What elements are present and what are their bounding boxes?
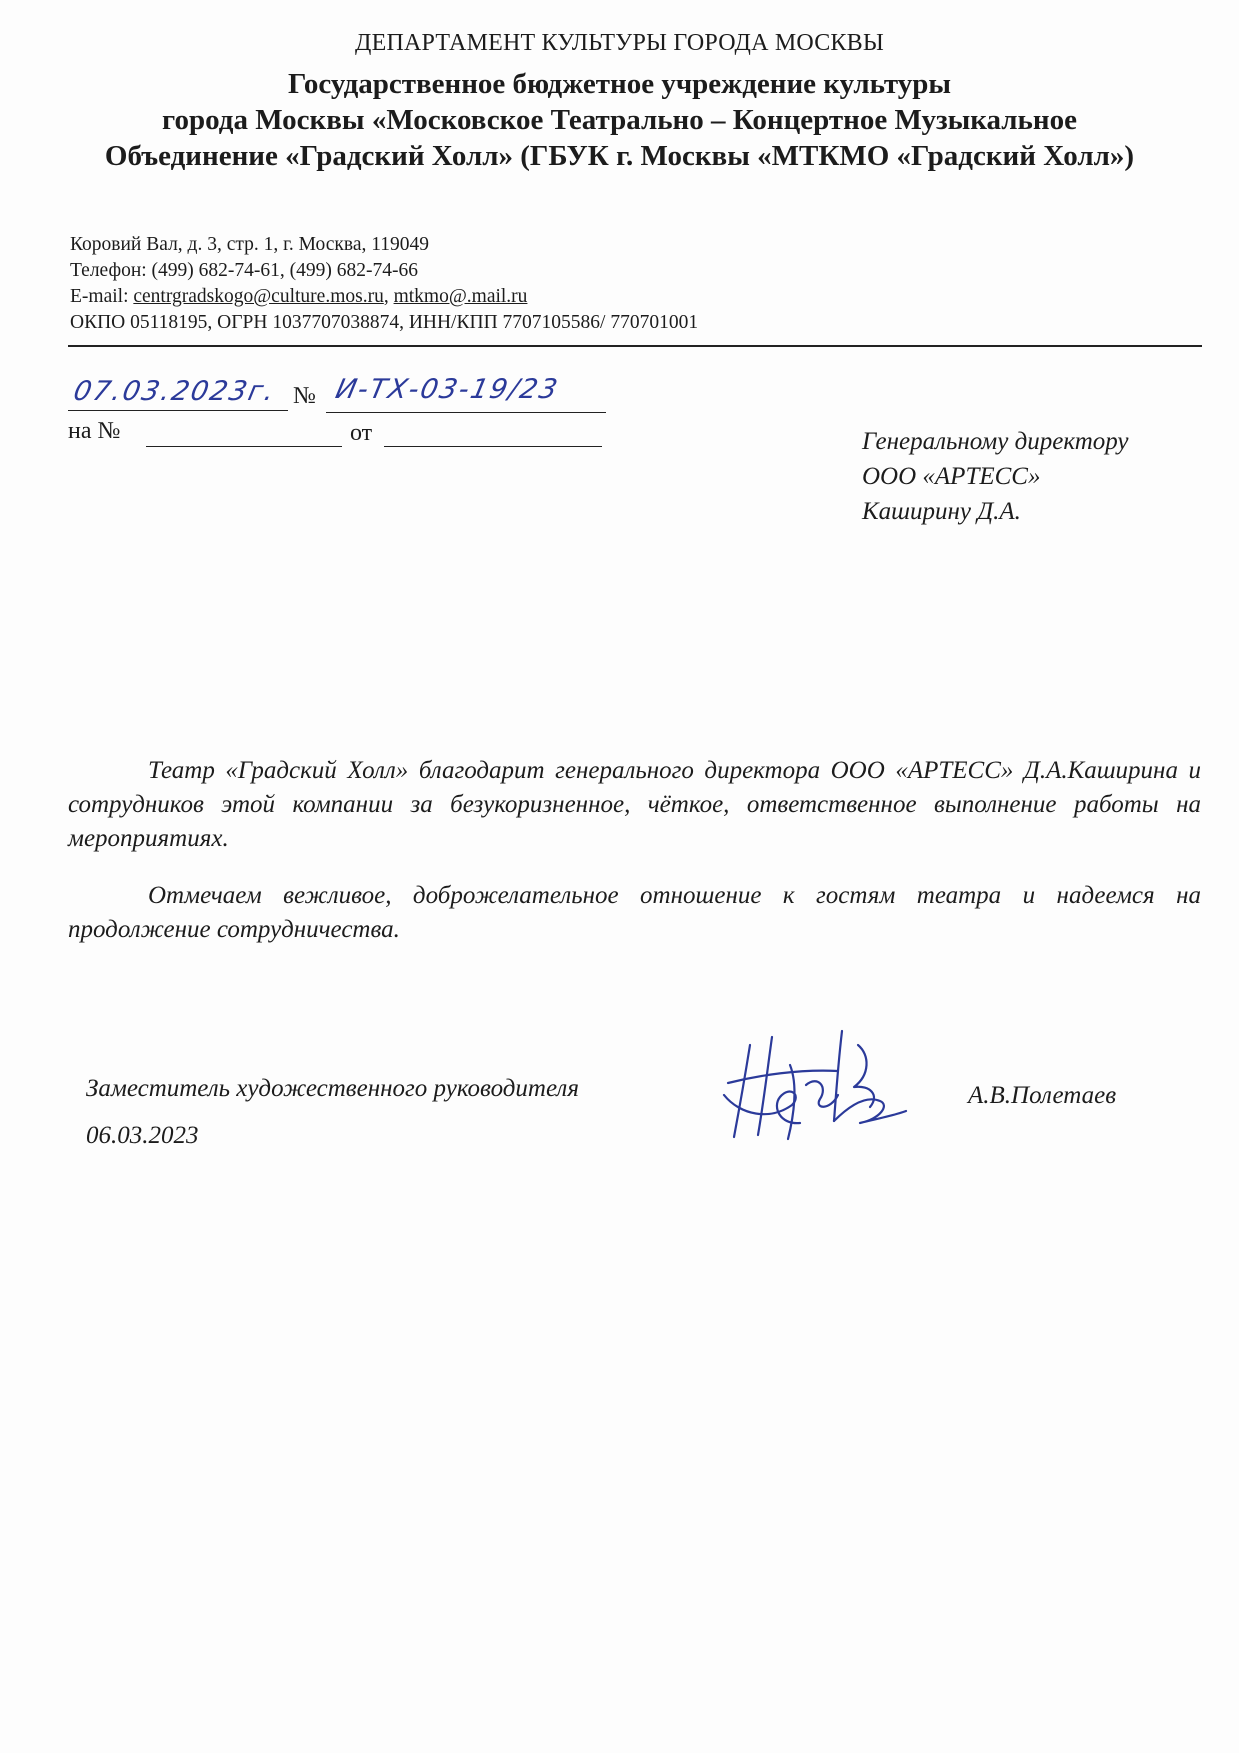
body-paragraph-1: Театр «Градский Холл» благодарит генерального директора ООО «АРТЕСС» Д.А.Каширина и сотрудников этой компании за безукоризненное, чёткое, ответственное выполнение работы на мероприятиях. — [68, 757, 1201, 852]
registry-codes: ОКПО 05118195, ОГРН 1037707038874, ИНН/КПП 7707105586/ 770701001 — [70, 312, 699, 333]
organization-name — [40, 66, 1199, 174]
signature-date: 06.03.2023 — [86, 1122, 199, 1149]
department-heading: ДЕПАРТАМЕНТ КУЛЬТУРЫ ГОРОДА МОСКВЫ — [355, 30, 884, 56]
addressee-line-3: Каширину Д.А. — [862, 498, 1021, 525]
reference-label: на № — [68, 418, 121, 444]
handwritten-date: 07.03.2023г. — [70, 376, 279, 407]
addressee-line-1: Генеральному директору — [862, 428, 1129, 455]
signatory-position: Заместитель художественного руководителя — [86, 1075, 579, 1102]
letter-body — [68, 754, 1201, 970]
address: Коровий Вал, д. 3, стр. 1, г. Москва, 119049 — [70, 234, 430, 255]
email-link-2[interactable]: mtkmo@.mail.ru — [393, 286, 528, 307]
body-paragraph-2: Отмечаем вежливое, доброжелательное отношение к гостям театра и надеемся на продолжение сотрудничества. — [68, 882, 1201, 943]
email-link-1[interactable]: centrgradskogo@culture.mos.ru — [133, 286, 384, 307]
contact-block — [70, 232, 1070, 336]
from-label: от — [350, 420, 373, 446]
handwritten-signature — [720, 1025, 910, 1145]
organization-name-line-2: города Москвы «Московское Театрально – Концертное Музыкальное — [162, 104, 1077, 136]
number-label: № — [293, 383, 316, 409]
header-divider — [68, 345, 1202, 347]
email-label: E-mail: — [70, 286, 134, 307]
from-underline — [384, 446, 602, 447]
email-line — [70, 284, 1070, 310]
reference-underline — [146, 446, 342, 447]
addressee-line-2: ООО «АРТЕСС» — [862, 463, 1041, 490]
email-separator: , — [383, 286, 394, 307]
date-underline — [68, 410, 288, 411]
organization-name-line-3: Объединение «Градский Холл» (ГБУК г. Москвы «МТКМО «Градский Холл») — [104, 140, 1135, 172]
organization-name-line-1: Государственное бюджетное учреждение культуры — [288, 68, 951, 100]
signatory-name: А.В.Полетаев — [968, 1082, 1117, 1109]
addressee-block — [862, 424, 1222, 529]
handwritten-number: И-ТХ-03-19/23 — [332, 374, 562, 405]
phone: Телефон: (499) 682-74-61, (499) 682-74-66 — [70, 260, 419, 281]
number-underline — [326, 412, 606, 413]
